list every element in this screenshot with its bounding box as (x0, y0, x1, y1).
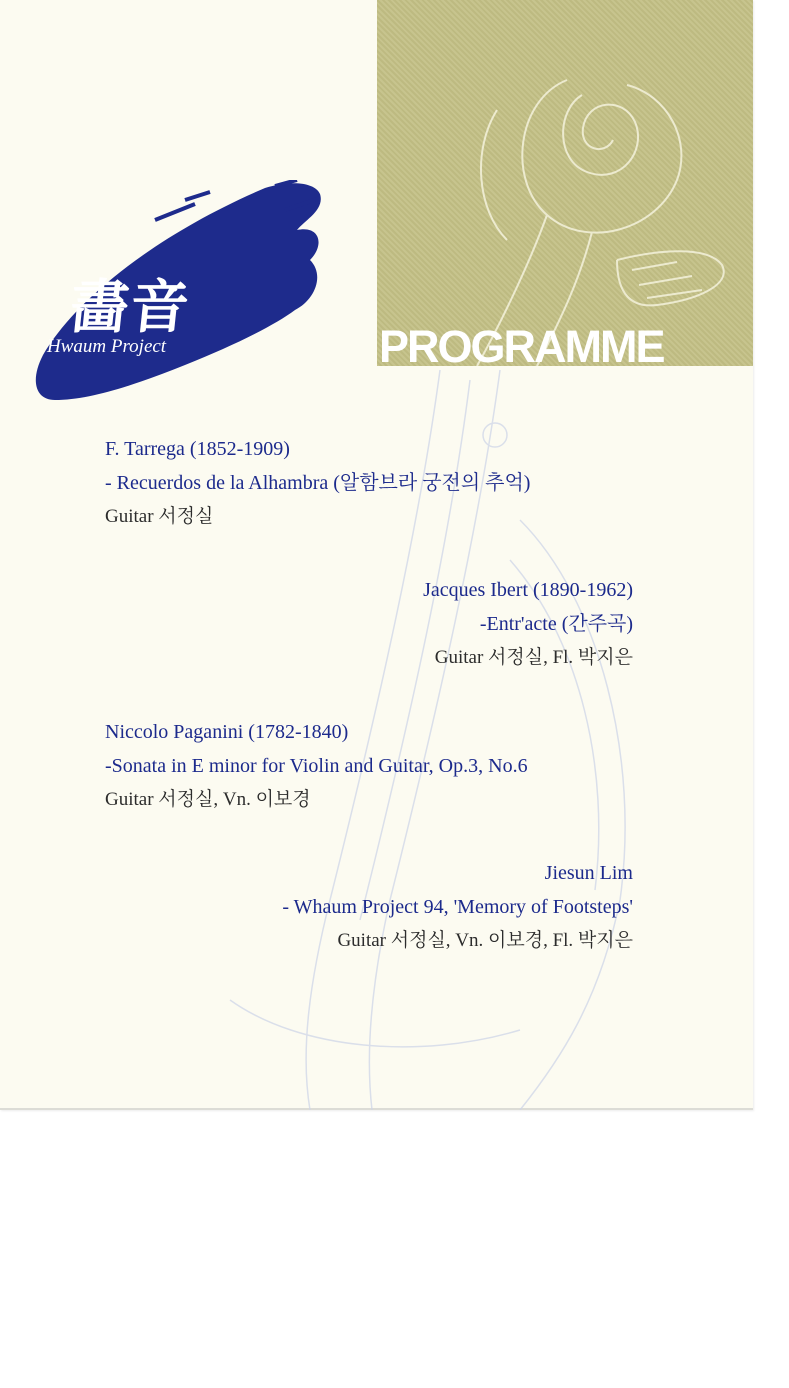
composer: Jiesun Lim (544, 862, 633, 884)
programme-entry-4 (282, 856, 633, 958)
performers: Guitar 서정실 (105, 506, 214, 527)
programme-entry-1 (105, 432, 530, 534)
programme-title: PROGRAMME (379, 321, 664, 372)
programme-entry-3 (105, 715, 528, 817)
hwaum-logo (35, 180, 335, 405)
piece-title: -Sonata in E minor for Violin and Guitar, Op.3, No.6 (105, 755, 528, 777)
composer: F. Tarrega (1852-1909) (105, 438, 290, 460)
performers: Guitar 서정실, Vn. 이보경 (105, 789, 311, 810)
composer: Jacques Ibert (1890-1962) (423, 579, 633, 601)
performers: Guitar 서정실, Vn. 이보경, Fl. 박지은 (337, 930, 633, 951)
violin-scroll-icon (377, 0, 753, 366)
programme-entry-2 (423, 573, 633, 675)
logo-name: Hwaum Project (47, 336, 167, 357)
logo-hanja: 畵音 (66, 273, 195, 341)
piece-title: -Entr'acte (간주곡) (479, 613, 633, 635)
piece-title: - Whaum Project 94, 'Memory of Footsteps' (282, 896, 633, 918)
performers: Guitar 서정실, Fl. 박지은 (434, 647, 633, 668)
programme-header-panel (377, 0, 753, 366)
piece-title: - Recuerdos de la Alhambra (알함브라 궁전의 추억) (105, 472, 531, 494)
composer: Niccolo Paganini (1782-1840) (105, 721, 349, 743)
